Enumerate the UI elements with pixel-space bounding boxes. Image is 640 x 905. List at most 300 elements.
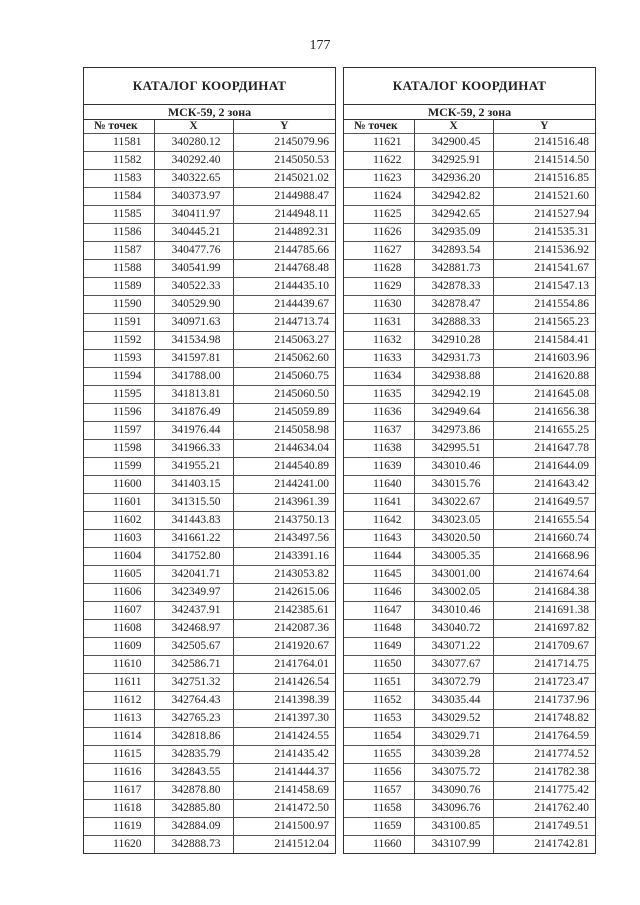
point-number-cell: 11609: [84, 638, 154, 656]
y-coordinate-cell: 2143497.56: [233, 530, 335, 548]
y-coordinate-cell: 2141397.30: [233, 710, 335, 728]
y-coordinate-cell: 2145021.02: [233, 170, 335, 188]
table-row: [84, 656, 335, 674]
y-coordinate-cell: 2144241.00: [233, 476, 335, 494]
table-row: [84, 386, 335, 404]
y-coordinate-cell: 2141644.09: [493, 458, 595, 476]
point-number-cell: 11618: [84, 800, 154, 818]
table-row: [344, 278, 595, 296]
y-coordinate-cell: 2141764.59: [493, 728, 595, 746]
table-row: [344, 836, 595, 854]
x-coordinate-cell: 340373.97: [154, 188, 233, 206]
x-coordinate-cell: 343029.52: [414, 710, 493, 728]
x-coordinate-cell: 342878.33: [414, 278, 493, 296]
y-coordinate-cell: 2143053.82: [233, 566, 335, 584]
point-number-cell: 11601: [84, 494, 154, 512]
table-row: [84, 350, 335, 368]
point-number-cell: 11653: [344, 710, 414, 728]
table-row: [344, 494, 595, 512]
table-row: [84, 134, 335, 152]
x-coordinate-cell: 342942.65: [414, 206, 493, 224]
point-number-cell: 11622: [344, 152, 414, 170]
table-row: [344, 170, 595, 188]
point-number-cell: 11581: [84, 134, 154, 152]
table-row: [344, 350, 595, 368]
table-row: [344, 692, 595, 710]
y-coordinate-cell: 2144768.48: [233, 260, 335, 278]
x-coordinate-cell: 343010.46: [414, 602, 493, 620]
y-coordinate-cell: 2141709.67: [493, 638, 595, 656]
x-coordinate-cell: 341788.00: [154, 368, 233, 386]
table-row: [344, 458, 595, 476]
table-row: [344, 728, 595, 746]
y-coordinate-cell: 2141742.81: [493, 836, 595, 854]
y-coordinate-cell: 2141674.64: [493, 566, 595, 584]
x-coordinate-cell: 343001.00: [414, 566, 493, 584]
table-row: [84, 818, 335, 836]
table-row: [84, 782, 335, 800]
x-coordinate-cell: 342973.86: [414, 422, 493, 440]
x-coordinate-cell: 341876.49: [154, 404, 233, 422]
table-row: [344, 818, 595, 836]
y-coordinate-cell: 2144988.47: [233, 188, 335, 206]
x-coordinate-cell: 343015.76: [414, 476, 493, 494]
point-number-cell: 11623: [344, 170, 414, 188]
point-number-cell: 11629: [344, 278, 414, 296]
point-number-cell: 11627: [344, 242, 414, 260]
y-coordinate-cell: 2144713.74: [233, 314, 335, 332]
x-coordinate-cell: 343100.85: [414, 818, 493, 836]
point-number-cell: 11587: [84, 242, 154, 260]
x-coordinate-cell: 341403.15: [154, 476, 233, 494]
x-coordinate-cell: 342925.91: [414, 152, 493, 170]
y-coordinate-cell: 2143961.39: [233, 494, 335, 512]
table-row: [84, 530, 335, 548]
x-coordinate-cell: 343010.46: [414, 458, 493, 476]
y-coordinate-cell: 2144540.89: [233, 458, 335, 476]
x-coordinate-cell: 342884.09: [154, 818, 233, 836]
x-coordinate-cell: 341976.44: [154, 422, 233, 440]
coordinate-table: [84, 120, 335, 853]
point-number-cell: 11586: [84, 224, 154, 242]
y-coordinate-cell: 2141398.39: [233, 692, 335, 710]
table-row: [84, 746, 335, 764]
header-y: Y: [493, 120, 595, 134]
x-coordinate-cell: 342349.97: [154, 584, 233, 602]
catalog-subtitle: МСК-59, 2 зона: [84, 105, 335, 120]
y-coordinate-cell: 2141697.82: [493, 620, 595, 638]
y-coordinate-cell: 2142615.06: [233, 584, 335, 602]
x-coordinate-cell: 343090.76: [414, 782, 493, 800]
point-number-cell: 11590: [84, 296, 154, 314]
y-coordinate-cell: 2145063.27: [233, 332, 335, 350]
table-row: [344, 656, 595, 674]
x-coordinate-cell: 342910.28: [414, 332, 493, 350]
point-number-cell: 11616: [84, 764, 154, 782]
x-coordinate-cell: 340971.63: [154, 314, 233, 332]
x-coordinate-cell: 342942.82: [414, 188, 493, 206]
x-coordinate-cell: 342468.97: [154, 620, 233, 638]
point-number-cell: 11635: [344, 386, 414, 404]
table-row: [344, 152, 595, 170]
x-coordinate-cell: 343022.67: [414, 494, 493, 512]
table-row: [84, 422, 335, 440]
y-coordinate-cell: 2144439.67: [233, 296, 335, 314]
point-number-cell: 11658: [344, 800, 414, 818]
x-coordinate-cell: 342949.64: [414, 404, 493, 422]
point-number-cell: 11632: [344, 332, 414, 350]
point-number-cell: 11644: [344, 548, 414, 566]
point-number-cell: 11610: [84, 656, 154, 674]
x-coordinate-cell: 340292.40: [154, 152, 233, 170]
table-row: [344, 368, 595, 386]
y-coordinate-cell: 2144785.66: [233, 242, 335, 260]
y-coordinate-cell: 2141565.23: [493, 314, 595, 332]
x-coordinate-cell: 342931.73: [414, 350, 493, 368]
table-row: [84, 296, 335, 314]
y-coordinate-cell: 2145060.50: [233, 386, 335, 404]
x-coordinate-cell: 342936.20: [414, 170, 493, 188]
y-coordinate-cell: 2141444.37: [233, 764, 335, 782]
table-header-row: [344, 120, 595, 134]
point-number-cell: 11659: [344, 818, 414, 836]
x-coordinate-cell: 342878.80: [154, 782, 233, 800]
header-x: X: [414, 120, 493, 134]
point-number-cell: 11651: [344, 674, 414, 692]
x-coordinate-cell: 342995.51: [414, 440, 493, 458]
table-row: [84, 260, 335, 278]
x-coordinate-cell: 342505.67: [154, 638, 233, 656]
table-row: [344, 584, 595, 602]
table-row: [344, 674, 595, 692]
table-row: [84, 494, 335, 512]
table-row: [344, 530, 595, 548]
x-coordinate-cell: 342764.43: [154, 692, 233, 710]
point-number-cell: 11588: [84, 260, 154, 278]
x-coordinate-cell: 341661.22: [154, 530, 233, 548]
table-row: [344, 134, 595, 152]
x-coordinate-cell: 343039.28: [414, 746, 493, 764]
point-number-cell: 11657: [344, 782, 414, 800]
y-coordinate-cell: 2141472.50: [233, 800, 335, 818]
y-coordinate-cell: 2141920.67: [233, 638, 335, 656]
x-coordinate-cell: 343071.22: [414, 638, 493, 656]
point-number-cell: 11655: [344, 746, 414, 764]
y-coordinate-cell: 2141684.38: [493, 584, 595, 602]
y-coordinate-cell: 2141762.40: [493, 800, 595, 818]
table-row: [344, 260, 595, 278]
y-coordinate-cell: 2141775.42: [493, 782, 595, 800]
x-coordinate-cell: 342437.91: [154, 602, 233, 620]
table-row: [84, 458, 335, 476]
y-coordinate-cell: 2141649.57: [493, 494, 595, 512]
point-number-cell: 11620: [113, 838, 142, 850]
point-number-cell: 11594: [84, 368, 154, 386]
table-row: [344, 638, 595, 656]
table-row: [344, 314, 595, 332]
y-coordinate-cell: 2141774.52: [493, 746, 595, 764]
table-row: [344, 764, 595, 782]
point-number-cell: 11634: [344, 368, 414, 386]
point-number-cell: 11613: [84, 710, 154, 728]
point-number-cell: 11619: [84, 818, 154, 836]
table-row: [344, 296, 595, 314]
point-number-cell: 11606: [84, 584, 154, 602]
y-coordinate-cell: 2145050.53: [233, 152, 335, 170]
x-coordinate-cell: 342818.86: [154, 728, 233, 746]
y-coordinate-cell: 2143750.13: [233, 512, 335, 530]
y-coordinate-cell: 2144948.11: [233, 206, 335, 224]
x-coordinate-cell: 341315.50: [154, 494, 233, 512]
table-row: [84, 152, 335, 170]
x-coordinate-cell: 343075.72: [414, 764, 493, 782]
point-number-cell: 11596: [84, 404, 154, 422]
x-coordinate-cell: 340477.76: [154, 242, 233, 260]
x-coordinate-cell: 340445.21: [154, 224, 233, 242]
x-coordinate-cell: 341955.21: [154, 458, 233, 476]
y-coordinate-cell: 2144435.10: [233, 278, 335, 296]
point-number-cell: 11633: [344, 350, 414, 368]
y-coordinate-cell: 2141655.25: [493, 422, 595, 440]
y-coordinate-cell: 2141714.75: [493, 656, 595, 674]
table-row: [84, 242, 335, 260]
point-number-cell: 11660: [373, 838, 402, 850]
table-row: [344, 746, 595, 764]
y-coordinate-cell: 2145059.89: [233, 404, 335, 422]
table-row: [84, 764, 335, 782]
y-coordinate-cell: 2141516.85: [493, 170, 595, 188]
y-coordinate-cell: 2141516.48: [493, 134, 595, 152]
table-row: [84, 188, 335, 206]
y-coordinate-cell: 2141723.47: [493, 674, 595, 692]
y-coordinate-cell: 2141536.92: [493, 242, 595, 260]
point-number-cell: 11583: [84, 170, 154, 188]
point-number-cell: 11602: [84, 512, 154, 530]
x-coordinate-cell: 342881.73: [414, 260, 493, 278]
x-coordinate-cell: 343107.99: [414, 836, 493, 854]
point-number-cell: 11614: [84, 728, 154, 746]
x-coordinate-cell: 343020.50: [414, 530, 493, 548]
x-coordinate-cell: 341443.83: [154, 512, 233, 530]
point-number-cell: 11639: [344, 458, 414, 476]
x-coordinate-cell: 341813.81: [154, 386, 233, 404]
table-row: [84, 404, 335, 422]
point-number-cell: 11599: [84, 458, 154, 476]
x-coordinate-cell: 340529.90: [154, 296, 233, 314]
point-number-cell: 11598: [84, 440, 154, 458]
catalog-subtitle: МСК-59, 2 зона: [344, 105, 595, 120]
y-coordinate-cell: 2145062.60: [233, 350, 335, 368]
x-coordinate-cell: 342885.80: [154, 800, 233, 818]
x-coordinate-cell: 340411.97: [154, 206, 233, 224]
table-row: [84, 224, 335, 242]
y-coordinate-cell: 2145079.96: [233, 134, 335, 152]
point-number-cell: 11643: [344, 530, 414, 548]
y-coordinate-cell: 2141514.50: [493, 152, 595, 170]
y-coordinate-cell: 2142385.61: [233, 602, 335, 620]
point-number-cell: 11592: [84, 332, 154, 350]
x-coordinate-cell: 342942.19: [414, 386, 493, 404]
y-coordinate-cell: 2141645.08: [493, 386, 595, 404]
y-coordinate-cell: 2141668.96: [493, 548, 595, 566]
point-number-cell: 11642: [344, 512, 414, 530]
x-coordinate-cell: 341597.81: [154, 350, 233, 368]
table-row: [344, 512, 595, 530]
y-coordinate-cell: 2141500.97: [233, 818, 335, 836]
table-row: [84, 602, 335, 620]
point-number-cell: 11608: [84, 620, 154, 638]
table-row: [344, 188, 595, 206]
y-coordinate-cell: 2145058.98: [233, 422, 335, 440]
x-coordinate-cell: 342935.09: [414, 224, 493, 242]
table-row: [84, 728, 335, 746]
table-row: [84, 674, 335, 692]
point-number-cell: 11646: [344, 584, 414, 602]
x-coordinate-cell: 341966.33: [154, 440, 233, 458]
point-number-cell: 11582: [84, 152, 154, 170]
x-coordinate-cell: 342900.45: [414, 134, 493, 152]
coordinate-catalog-right: [343, 67, 596, 854]
y-coordinate-cell: 2141554.86: [493, 296, 595, 314]
point-number-cell: 11612: [84, 692, 154, 710]
table-row: [344, 548, 595, 566]
point-number-cell: 11654: [344, 728, 414, 746]
table-row: [84, 440, 335, 458]
y-coordinate-cell: 2141603.96: [493, 350, 595, 368]
y-coordinate-cell: 2141764.01: [233, 656, 335, 674]
x-coordinate-cell: 342888.33: [414, 314, 493, 332]
header-point-number: № точек: [344, 120, 414, 134]
point-number-cell: 11648: [344, 620, 414, 638]
point-number-cell: 11630: [344, 296, 414, 314]
y-coordinate-cell: 2145060.75: [233, 368, 335, 386]
y-coordinate-cell: 2141656.38: [493, 404, 595, 422]
table-row: [84, 512, 335, 530]
y-coordinate-cell: 2141655.54: [493, 512, 595, 530]
point-number-cell: 11636: [344, 404, 414, 422]
y-coordinate-cell: 2144634.04: [233, 440, 335, 458]
table-header-row: [84, 120, 335, 134]
table-row: [344, 386, 595, 404]
table-row: [84, 836, 335, 854]
page-number: 177: [309, 38, 331, 53]
table-row: [344, 620, 595, 638]
table-body: [344, 134, 595, 854]
point-number-cell: 11584: [84, 188, 154, 206]
x-coordinate-cell: 342751.32: [154, 674, 233, 692]
point-number-cell: 11652: [344, 692, 414, 710]
y-coordinate-cell: 2141535.31: [493, 224, 595, 242]
x-coordinate-cell: 343023.05: [414, 512, 493, 530]
table-row: [84, 314, 335, 332]
y-coordinate-cell: 2141521.60: [493, 188, 595, 206]
y-coordinate-cell: 2141643.42: [493, 476, 595, 494]
x-coordinate-cell: 340322.65: [154, 170, 233, 188]
x-coordinate-cell: 342586.71: [154, 656, 233, 674]
y-coordinate-cell: 2141660.74: [493, 530, 595, 548]
point-number-cell: 11637: [344, 422, 414, 440]
point-number-cell: 11611: [84, 674, 154, 692]
catalog-title: КАТАЛОГ КООРДИНАТ: [84, 68, 335, 105]
table-body: [84, 134, 335, 854]
point-number-cell: 11589: [84, 278, 154, 296]
x-coordinate-cell: 340541.99: [154, 260, 233, 278]
table-row: [344, 242, 595, 260]
x-coordinate-cell: 342888.73: [154, 836, 233, 854]
table-row: [84, 800, 335, 818]
y-coordinate-cell: 2141737.96: [493, 692, 595, 710]
x-coordinate-cell: 342041.71: [154, 566, 233, 584]
y-coordinate-cell: 2141647.78: [493, 440, 595, 458]
point-number-cell: 11628: [344, 260, 414, 278]
table-row: [344, 332, 595, 350]
header-y: Y: [233, 120, 335, 134]
x-coordinate-cell: 342938.88: [414, 368, 493, 386]
y-coordinate-cell: 2144892.31: [233, 224, 335, 242]
x-coordinate-cell: 343005.35: [414, 548, 493, 566]
y-coordinate-cell: 2141458.69: [233, 782, 335, 800]
table-row: [84, 278, 335, 296]
table-row: [344, 566, 595, 584]
table-row: [84, 476, 335, 494]
table-row: [84, 206, 335, 224]
y-coordinate-cell: 2141749.51: [493, 818, 595, 836]
point-number-cell: 11585: [84, 206, 154, 224]
point-number-cell: 11604: [84, 548, 154, 566]
y-coordinate-cell: 2141424.55: [233, 728, 335, 746]
point-number-cell: 11626: [344, 224, 414, 242]
x-coordinate-cell: 342893.54: [414, 242, 493, 260]
point-number-cell: 11641: [344, 494, 414, 512]
point-number-cell: 11593: [84, 350, 154, 368]
table-row: [344, 206, 595, 224]
x-coordinate-cell: 340280.12: [154, 134, 233, 152]
x-coordinate-cell: 343072.79: [414, 674, 493, 692]
table-row: [344, 710, 595, 728]
x-coordinate-cell: 343096.76: [414, 800, 493, 818]
y-coordinate-cell: 2141547.13: [493, 278, 595, 296]
table-row: [344, 602, 595, 620]
table-row: [84, 368, 335, 386]
y-coordinate-cell: 2141426.54: [233, 674, 335, 692]
y-coordinate-cell: 2142087.36: [233, 620, 335, 638]
table-row: [84, 692, 335, 710]
x-coordinate-cell: 342835.79: [154, 746, 233, 764]
y-coordinate-cell: 2141691.38: [493, 602, 595, 620]
x-coordinate-cell: 343077.67: [414, 656, 493, 674]
point-number-cell: 11600: [84, 476, 154, 494]
point-number-cell: 11625: [344, 206, 414, 224]
x-coordinate-cell: 341752.80: [154, 548, 233, 566]
x-coordinate-cell: 340522.33: [154, 278, 233, 296]
point-number-cell: 11624: [344, 188, 414, 206]
point-number-cell: 11638: [344, 440, 414, 458]
y-coordinate-cell: 2141527.94: [493, 206, 595, 224]
point-number-cell: 11597: [84, 422, 154, 440]
y-coordinate-cell: 2141435.42: [233, 746, 335, 764]
catalog-title: КАТАЛОГ КООРДИНАТ: [344, 68, 595, 105]
table-row: [344, 800, 595, 818]
point-number-cell: 11640: [344, 476, 414, 494]
y-coordinate-cell: 2141782.38: [493, 764, 595, 782]
x-coordinate-cell: 343002.05: [414, 584, 493, 602]
point-number-cell: 11617: [84, 782, 154, 800]
table-row: [344, 404, 595, 422]
x-coordinate-cell: 343029.71: [414, 728, 493, 746]
coordinate-table: [344, 120, 595, 853]
point-number-cell: 11595: [84, 386, 154, 404]
point-number-cell: 11649: [344, 638, 414, 656]
